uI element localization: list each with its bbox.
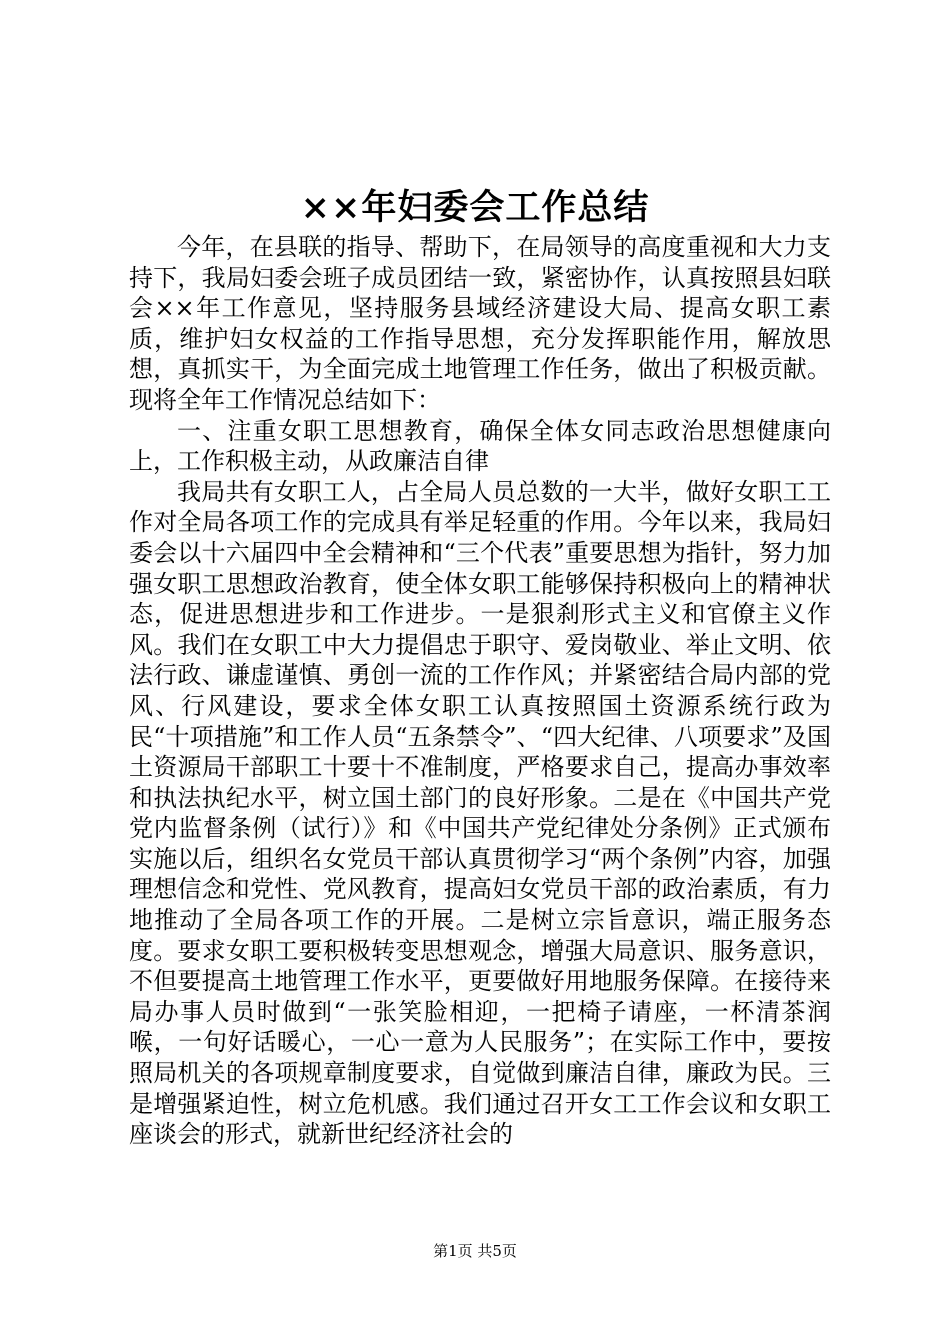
document-title: ××年妇委会工作总结 xyxy=(300,187,650,228)
page-number-footer: 第1页 共5页 xyxy=(433,1242,517,1260)
paragraph-intro: 今年，在县联的指导、帮助下，在局领导的高度重视和大力支持下，我局妇委会班子成员团结一致，紧密协作，认真按照县妇联会××年工作意见，坚持服务县域经济建设大局、提高女职工素质，维护妇女权益的工作指导思想，充分发挥职能作用，解放思想，真抓实干，为全面完成土地管理工作任务，做出了积极贡献。现将全年工作情况总结如下： xyxy=(129,233,831,414)
document-body xyxy=(129,232,831,1150)
paragraph-section-content: 我局共有女职工人，占全局人员总数的一大半，做好女职工工作对全局各项工作的完成具有举足轻重的作用。今年以来，我局妇委会以十六届四中全会精神和“三个代表”重要思想为指针，努力加强女职工思想政治教育，使全体女职工能够保持积极向上的精神状态，促进思想进步和工作进步。一是狠刹形式主义和官僚主义作风。我们在女职工中大力提倡忠于职守、爱岗敬业、举止文明、依法行政、谦虚谨慎、勇创一流的工作作风；并紧密结合局内部的党风、行风建设，要求全体女职工认真按照国土资源系统行政为民“十项措施”和工作人员“五条禁令”、“四大纪律、八项要求”及国土资源局干部职工十要十不准制度，严格要求自己，提高办事效率和执法执纪水平，树立国土部门的良好形象。二是在《中国共产党党内监督条例（试行）》和《中国共产党纪律处分条例》正式颁布实施以后，组织名女党员干部认真贯彻学习“两个条例”内容，加强理想信念和党性、党风教育，提高妇女党员干部的政治素质，有力地推动了全局各项工作的开展。二是树立宗旨意识，端正服务态度。要求女职工要积极转变思想观念，增强大局意识、服务意识，不但要提高土地管理工作水平，更要做好用地服务保障。在接待来局办事人员时做到“一张笑脸相迎，一把椅子请座，一杯清茶润喉，一句好话暖心，一心一意为人民服务”；在实际工作中，要按照局机关的各项规章制度要求，自觉做到廉洁自律，廉政为民。三是增强紧迫性，树立危机感。我们通过召开女工工作会议和女职工座谈会的形式，就新世纪经济社会的 xyxy=(129,477,831,1149)
paragraph-section-heading: 一、注重女职工思想教育，确保全体女同志政治思想健康向上，工作积极主动，从政廉洁自律 xyxy=(129,416,831,476)
